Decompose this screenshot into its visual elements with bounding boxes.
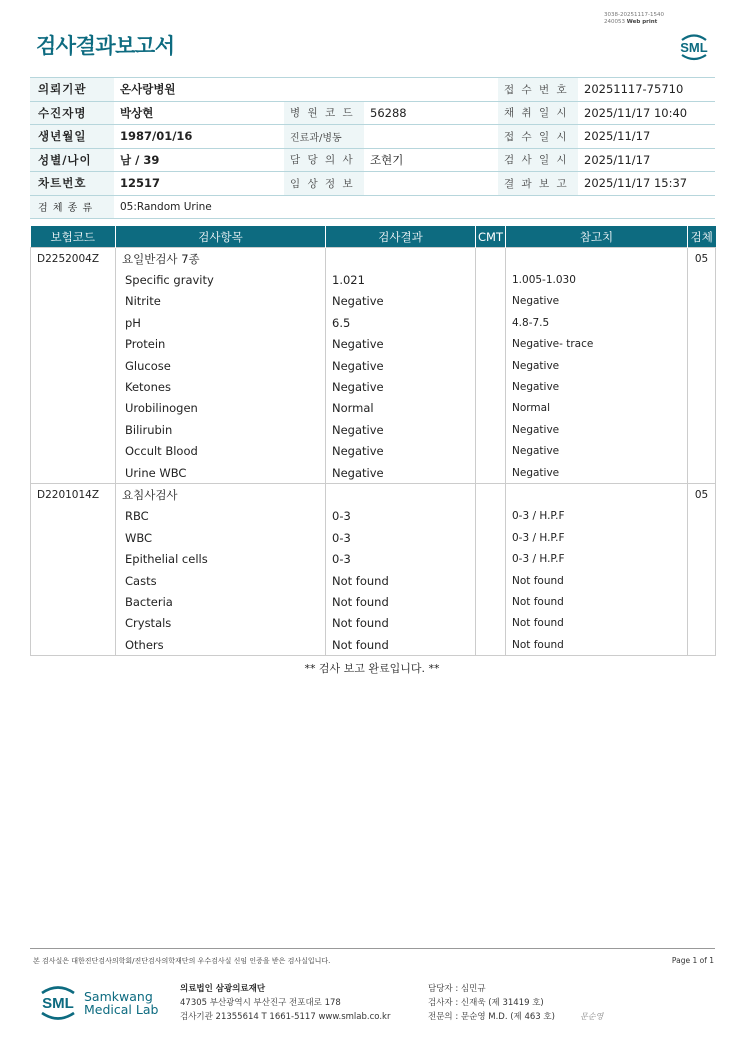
table-row bbox=[31, 506, 716, 527]
test-result: 6.5 bbox=[326, 312, 476, 333]
test-cmt bbox=[476, 269, 506, 290]
group-result bbox=[326, 248, 476, 270]
brand-name: Samkwang Medical Lab bbox=[84, 989, 159, 1017]
sml-logo-text: SML bbox=[680, 40, 708, 55]
test-result: Negative bbox=[326, 462, 476, 484]
receipt-no-label: 접 수 번 호 bbox=[498, 78, 578, 102]
test-item: Occult Blood bbox=[116, 441, 326, 462]
reference-range: Normal bbox=[506, 398, 688, 419]
row-code bbox=[31, 548, 116, 569]
sml-footer-logo bbox=[36, 980, 80, 1024]
row-code bbox=[31, 527, 116, 548]
table-row bbox=[31, 419, 716, 440]
collect-date-label: 채 취 일 시 bbox=[498, 101, 578, 125]
test-cmt bbox=[476, 527, 506, 548]
col-header-result: 검사결과 bbox=[326, 226, 476, 248]
row-code bbox=[31, 441, 116, 462]
col-header-specimen: 검체 bbox=[688, 226, 716, 248]
test-cmt bbox=[476, 376, 506, 397]
birth-label: 생년월일 bbox=[30, 125, 114, 149]
test-item: Bilirubin bbox=[116, 419, 326, 440]
reference-range: Negative- trace bbox=[506, 334, 688, 355]
group-specimen: 05 bbox=[688, 484, 716, 506]
test-result: Negative bbox=[326, 441, 476, 462]
row-specimen bbox=[688, 419, 716, 440]
reference-range: 0-3 / H.P.F bbox=[506, 548, 688, 569]
test-item: Specific gravity bbox=[116, 269, 326, 290]
test-item: Protein bbox=[116, 334, 326, 355]
chart-value: 12517 bbox=[114, 172, 284, 196]
row-code bbox=[31, 269, 116, 290]
reference-range: Negative bbox=[506, 355, 688, 376]
row-code bbox=[31, 570, 116, 591]
test-result: 0-3 bbox=[326, 506, 476, 527]
row-code bbox=[31, 398, 116, 419]
row-specimen bbox=[688, 312, 716, 333]
results-body bbox=[31, 248, 716, 656]
group-ref bbox=[506, 484, 688, 506]
test-result: 0-3 bbox=[326, 548, 476, 569]
reference-range: Negative bbox=[506, 441, 688, 462]
group-code: D2252004Z bbox=[31, 248, 116, 270]
doctor-value: 조현기 bbox=[364, 148, 498, 172]
reference-range: Negative bbox=[506, 419, 688, 440]
hospital-code-value: 56288 bbox=[364, 101, 498, 125]
row-code bbox=[31, 376, 116, 397]
footer-divider bbox=[30, 948, 715, 949]
clinical-label: 임 상 정 보 bbox=[284, 172, 364, 196]
col-header-cmt: CMT bbox=[476, 226, 506, 248]
col-header-item: 검사항목 bbox=[116, 226, 326, 248]
group-cmt bbox=[476, 248, 506, 270]
test-cmt bbox=[476, 570, 506, 591]
reference-range: Not found bbox=[506, 591, 688, 612]
row-code bbox=[31, 613, 116, 634]
table-row bbox=[31, 548, 716, 569]
test-cmt bbox=[476, 398, 506, 419]
sml-logo bbox=[676, 28, 712, 64]
accreditation-note: 본 검사실은 대한진단검사의학회/진단검사의학재단의 우수검사실 신임 인증을 받은 검사실입니다. bbox=[33, 957, 331, 965]
report-date-value: 2025/11/17 15:37 bbox=[578, 172, 715, 196]
hospital-code-label: 병 원 코 드 bbox=[284, 101, 364, 125]
page-title: 검사결과보고서 bbox=[36, 34, 175, 58]
row-code bbox=[31, 291, 116, 312]
test-cmt bbox=[476, 291, 506, 312]
test-item: Urobilinogen bbox=[116, 398, 326, 419]
reference-range: Not found bbox=[506, 570, 688, 591]
test-cmt bbox=[476, 548, 506, 569]
test-result: Negative bbox=[326, 376, 476, 397]
specimen-label: 검 체 종 류 bbox=[30, 195, 114, 219]
clinical-value bbox=[364, 172, 498, 196]
specimen-value: 05:Random Urine bbox=[114, 195, 715, 219]
test-result: Not found bbox=[326, 634, 476, 656]
row-specimen bbox=[688, 398, 716, 419]
row-specimen bbox=[688, 441, 716, 462]
test-item: Glucose bbox=[116, 355, 326, 376]
test-item: Crystals bbox=[116, 613, 326, 634]
test-item: Urine WBC bbox=[116, 462, 326, 484]
test-cmt bbox=[476, 334, 506, 355]
table-row bbox=[31, 291, 716, 312]
sexage-value: 남 / 39 bbox=[114, 148, 284, 172]
row-specimen bbox=[688, 334, 716, 355]
birth-value: 1987/01/16 bbox=[114, 125, 284, 149]
table-row bbox=[31, 334, 716, 355]
test-item: Ketones bbox=[116, 376, 326, 397]
group-cmt bbox=[476, 484, 506, 506]
requester-value: 온사랑병원 bbox=[114, 78, 498, 102]
test-item: Nitrite bbox=[116, 291, 326, 312]
receipt-no-value: 20251117-75710 bbox=[578, 78, 715, 102]
row-specimen bbox=[688, 570, 716, 591]
reference-range: Negative bbox=[506, 291, 688, 312]
report-date-label: 결 과 보 고 bbox=[498, 172, 578, 196]
row-code bbox=[31, 312, 116, 333]
test-result: 0-3 bbox=[326, 527, 476, 548]
group-result bbox=[326, 484, 476, 506]
test-cmt bbox=[476, 419, 506, 440]
group-row bbox=[31, 248, 716, 270]
row-specimen bbox=[688, 527, 716, 548]
row-code bbox=[31, 334, 116, 355]
dept-value bbox=[364, 125, 498, 149]
col-header-code: 보험코드 bbox=[31, 226, 116, 248]
row-specimen bbox=[688, 376, 716, 397]
requester-label: 의뢰기관 bbox=[30, 78, 114, 102]
test-item: Casts bbox=[116, 570, 326, 591]
test-result: Negative bbox=[326, 419, 476, 440]
table-row bbox=[31, 613, 716, 634]
group-row bbox=[31, 484, 716, 506]
patient-value: 박상현 bbox=[114, 101, 284, 125]
signature: 문순영 bbox=[580, 1012, 604, 1021]
reference-range: Not found bbox=[506, 613, 688, 634]
page-number: Page 1 of 1 bbox=[671, 956, 714, 965]
test-item: Bacteria bbox=[116, 591, 326, 612]
results-table bbox=[30, 226, 716, 656]
test-cmt bbox=[476, 634, 506, 656]
reference-range: Not found bbox=[506, 634, 688, 656]
reference-range: 4.8-7.5 bbox=[506, 312, 688, 333]
table-row bbox=[31, 570, 716, 591]
patient-label: 수진자명 bbox=[30, 101, 114, 125]
receipt-date-label: 접 수 일 시 bbox=[498, 125, 578, 149]
row-code bbox=[31, 591, 116, 612]
test-result: Negative bbox=[326, 355, 476, 376]
sexage-label: 성별/나이 bbox=[30, 148, 114, 172]
test-cmt bbox=[476, 591, 506, 612]
test-result: Not found bbox=[326, 613, 476, 634]
test-cmt bbox=[476, 462, 506, 484]
group-specimen: 05 bbox=[688, 248, 716, 270]
row-code bbox=[31, 462, 116, 484]
chart-label: 차트번호 bbox=[30, 172, 114, 196]
test-date-value: 2025/11/17 bbox=[578, 148, 715, 172]
row-specimen bbox=[688, 269, 716, 290]
test-cmt bbox=[476, 355, 506, 376]
test-result: Not found bbox=[326, 591, 476, 612]
col-header-ref: 참고치 bbox=[506, 226, 688, 248]
receipt-date-value: 2025/11/17 bbox=[578, 125, 715, 149]
reference-range: Negative bbox=[506, 376, 688, 397]
test-cmt bbox=[476, 613, 506, 634]
test-result: Normal bbox=[326, 398, 476, 419]
reference-range: Negative bbox=[506, 462, 688, 484]
test-result: Not found bbox=[326, 570, 476, 591]
table-row bbox=[31, 527, 716, 548]
test-result: Negative bbox=[326, 291, 476, 312]
row-specimen bbox=[688, 506, 716, 527]
row-specimen bbox=[688, 613, 716, 634]
row-code bbox=[31, 634, 116, 656]
table-row bbox=[31, 634, 716, 656]
sml-footer-logo-text: SML bbox=[42, 995, 74, 1012]
test-cmt bbox=[476, 506, 506, 527]
row-specimen bbox=[688, 548, 716, 569]
table-row bbox=[31, 441, 716, 462]
test-result: Negative bbox=[326, 334, 476, 355]
organization-info: 의료법인 삼광의료재단 47305 부산광역시 부산진구 전포대로 178 검사기관 21355614 T 1661-5117 www.smlab.co.kr bbox=[180, 984, 391, 1022]
table-row bbox=[31, 312, 716, 333]
staff-info: 담당자 : 심민규 검사자 : 신재욱 (제 31419 호) 전문의 : 문순영 M.D. (제 463 호) bbox=[428, 984, 555, 1022]
reference-range: 0-3 / H.P.F bbox=[506, 506, 688, 527]
row-code bbox=[31, 355, 116, 376]
collect-date-value: 2025/11/17 10:40 bbox=[578, 101, 715, 125]
group-ref bbox=[506, 248, 688, 270]
test-result: 1.021 bbox=[326, 269, 476, 290]
patient-info-table bbox=[30, 77, 715, 219]
reference-range: 0-3 / H.P.F bbox=[506, 527, 688, 548]
table-row bbox=[31, 355, 716, 376]
table-row bbox=[31, 376, 716, 397]
test-item: Others bbox=[116, 634, 326, 656]
group-name: 요침사검사 bbox=[116, 484, 326, 506]
row-specimen bbox=[688, 355, 716, 376]
table-row bbox=[31, 591, 716, 612]
row-specimen bbox=[688, 591, 716, 612]
row-specimen bbox=[688, 291, 716, 312]
test-item: WBC bbox=[116, 527, 326, 548]
print-code: 3038-20251117-1540 240053 Web print bbox=[604, 12, 664, 25]
table-row bbox=[31, 398, 716, 419]
test-item: RBC bbox=[116, 506, 326, 527]
completion-note: ** 검사 보고 완료입니다. ** bbox=[304, 662, 440, 675]
row-code bbox=[31, 506, 116, 527]
group-code: D2201014Z bbox=[31, 484, 116, 506]
row-code bbox=[31, 419, 116, 440]
reference-range: 1.005-1.030 bbox=[506, 269, 688, 290]
doctor-label: 담 당 의 사 bbox=[284, 148, 364, 172]
group-name: 요일반검사 7종 bbox=[116, 248, 326, 270]
test-item: Epithelial cells bbox=[116, 548, 326, 569]
table-row bbox=[31, 462, 716, 484]
test-date-label: 검 사 일 시 bbox=[498, 148, 578, 172]
row-specimen bbox=[688, 462, 716, 484]
row-specimen bbox=[688, 634, 716, 656]
test-item: pH bbox=[116, 312, 326, 333]
dept-label: 진료과/병동 bbox=[284, 125, 364, 149]
test-cmt bbox=[476, 441, 506, 462]
table-row bbox=[31, 269, 716, 290]
test-cmt bbox=[476, 312, 506, 333]
